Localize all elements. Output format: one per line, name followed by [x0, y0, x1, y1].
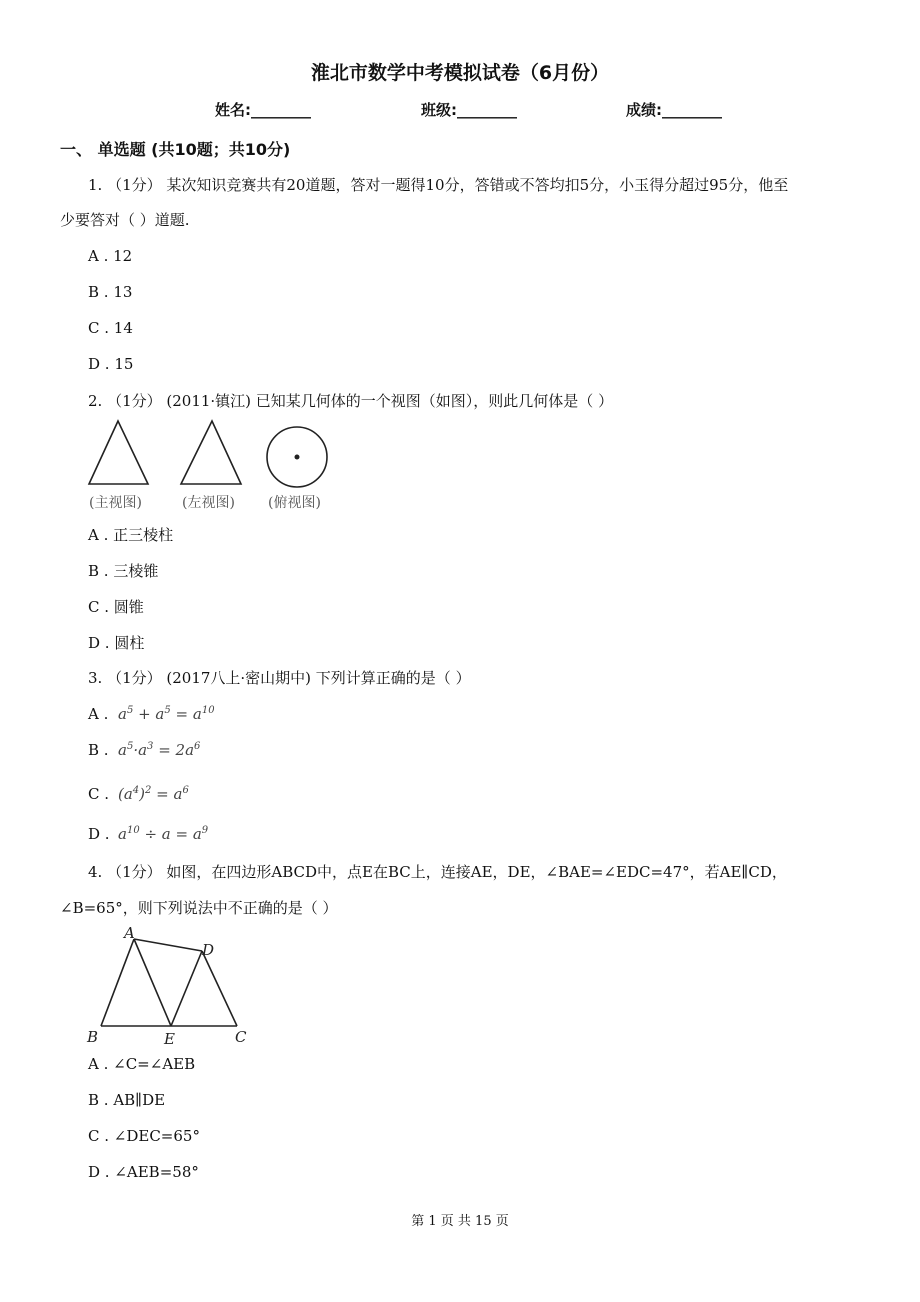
class-field-label: 班级:________ [421, 101, 517, 119]
q3-option-c [88, 785, 189, 803]
section-heading: 一、 单选题 (共10题；共10分) [60, 140, 291, 159]
q2-option-d: D . 圆柱 [88, 634, 145, 652]
score-field-label: 成绩:________ [626, 101, 722, 119]
q4-option-b: B . AB∥DE [88, 1091, 166, 1109]
q1-option-c: C . 14 [88, 319, 133, 337]
q3-option-b [88, 741, 200, 759]
question-1-line2: 少要答对（ ）道题. [60, 211, 190, 229]
segment-ad [134, 939, 202, 951]
side-view-triangle [181, 421, 241, 484]
point-a-label: A [124, 924, 135, 942]
side-view-label: (左视图) [182, 495, 235, 511]
question-3-line1: 3. （1分） (2017八上·密山期中) 下列计算正确的是（ ） [88, 669, 471, 687]
question-4-line2: ∠B=65°，则下列说法中不正确的是（ ） [60, 899, 338, 917]
top-view-center-dot [295, 455, 300, 460]
question-1-line1: 1. （1分） 某次知识竞赛共有20道题，答对一题得10分，答错或不答均扣5分，小玉得分超过95分，他至 [88, 176, 789, 194]
q4-quadrilateral-figure [84, 922, 254, 1046]
q3-option-d-formula: $a^{10} \div a = a^9$ [118, 825, 209, 843]
segment-de [171, 951, 202, 1026]
point-c-label: C [235, 1028, 247, 1046]
name-field-label: 姓名:________ [215, 101, 311, 119]
question-4-line1: 4. （1分） 如图，在四边形ABCD中，点E在BC上，连接AE，DE，∠BAE=∠EDC=47°，若AE∥CD， [88, 863, 787, 881]
q3-option-a-label: A . [88, 705, 109, 723]
q2-option-c: C . 圆锥 [88, 598, 144, 616]
q3-option-a [88, 705, 215, 723]
question-2-line1: 2. （1分） (2011·镇江) 已知某几何体的一个视图（如图），则此几何体是（ ） [88, 392, 614, 410]
q1-option-d: D . 15 [88, 355, 134, 373]
point-b-label: B [87, 1028, 99, 1046]
segment-ab [101, 939, 134, 1026]
top-view-label: (俯视图) [268, 495, 321, 511]
q2-option-b: B . 三棱锥 [88, 562, 159, 580]
q3-option-b-label: B . [88, 741, 109, 759]
q3-option-b-formula: $a^5\cdot a^3 = 2a^6$ [118, 741, 201, 759]
q4-option-d: D . ∠AEB=58° [88, 1163, 199, 1181]
q2-three-views-figure [84, 418, 344, 518]
front-view-label: (主视图) [89, 495, 142, 511]
q2-option-a: A . 正三棱柱 [88, 526, 174, 544]
q3-option-d-label: D . [88, 825, 110, 843]
segment-dc [202, 951, 237, 1026]
q1-option-b: B . 13 [88, 283, 133, 301]
page-footer: 第 1 页 共 15 页 [411, 1214, 509, 1229]
front-view-triangle [89, 421, 148, 484]
q3-option-a-formula: $a^5 + a^5 = a^{10}$ [118, 705, 215, 723]
q4-option-a: A . ∠C=∠AEB [88, 1055, 196, 1073]
q3-option-c-formula: $(a^4)^2 = a^6$ [118, 785, 189, 803]
point-d-label: D [202, 941, 215, 959]
q1-option-a: A . 12 [88, 247, 133, 265]
q4-option-c: C . ∠DEC=65° [88, 1127, 200, 1145]
q3-option-d [88, 825, 208, 843]
page-title: 淮北市数学中考模拟试卷（6月份） [310, 62, 610, 84]
point-e-label: E [164, 1030, 175, 1046]
segment-ae [134, 939, 171, 1026]
q3-option-c-label: C . [88, 785, 110, 803]
